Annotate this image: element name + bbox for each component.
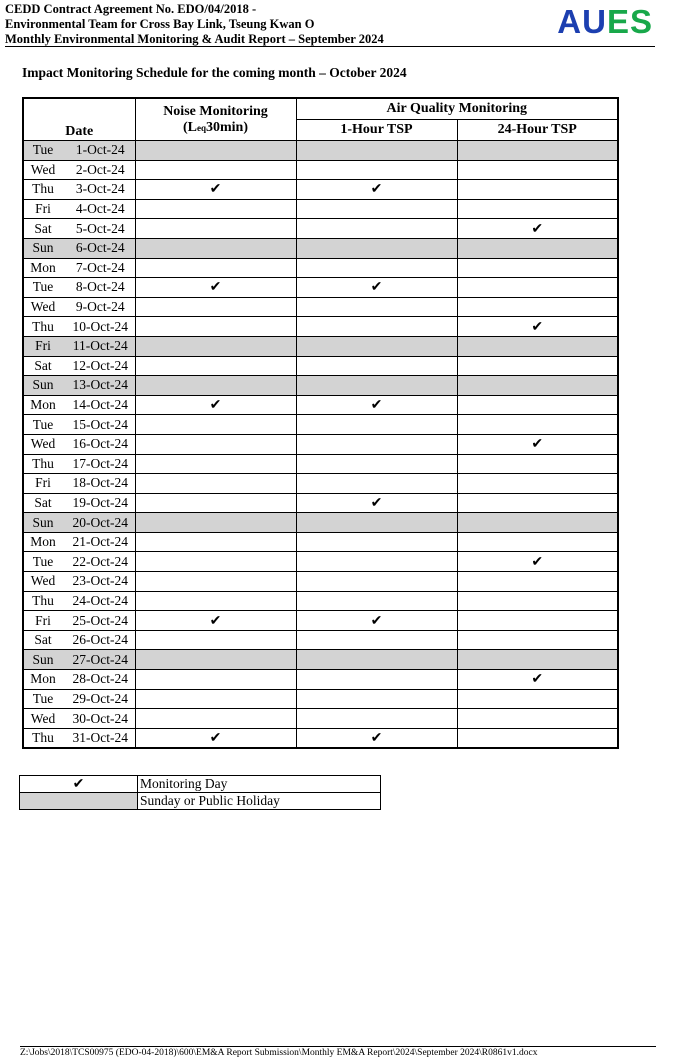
tsp-1hour-cell [296,591,457,611]
noise-cell [135,454,296,474]
tsp-24hour-cell [457,552,618,572]
tsp-1hour-cell [296,650,457,670]
tsp-24hour-cell [457,532,618,552]
noise-cell [135,513,296,533]
date-cell: 3-Oct-24 [62,180,135,200]
check-icon: ✔ [370,495,383,511]
legend-check-symbol [20,776,138,793]
tsp-24hour-cell [457,689,618,709]
tsp-24hour-cell [457,297,618,317]
tsp-24hour-cell [457,650,618,670]
day-cell: Wed [23,434,62,454]
noise-monitoring-header [135,98,296,141]
tsp-24hour-header: 24-Hour TSP [457,120,618,141]
noise-cell [135,395,296,415]
check-icon: ✔ [209,280,222,296]
noise-sub-close: 30min) [206,119,248,135]
noise-cell [135,376,296,396]
check-icon: ✔ [209,398,222,414]
noise-cell [135,199,296,219]
table-row [23,336,618,356]
check-icon: ✔ [531,221,544,237]
tsp-24hour-cell [457,219,618,239]
tsp-1hour-cell [296,278,457,298]
tsp-1hour-cell [296,434,457,454]
legend-holiday: Sunday or Public Holiday [138,793,381,810]
check-icon: ✔ [531,554,544,570]
day-cell: Mon [23,395,62,415]
date-cell: 14-Oct-24 [62,395,135,415]
tsp-24hour-cell [457,572,618,592]
table-row [23,572,618,592]
noise-cell [135,141,296,161]
tsp-1hour-cell [296,709,457,729]
schedule-body [23,141,618,749]
day-cell: Mon [23,670,62,690]
date-cell: 28-Oct-24 [62,670,135,690]
table-row [23,532,618,552]
table-row [23,630,618,650]
tsp-24hour-cell [457,630,618,650]
check-icon: ✔ [209,731,222,747]
check-icon: ✔ [370,731,383,747]
tsp-1hour-header: 1-Hour TSP [296,120,457,141]
day-cell: Wed [23,572,62,592]
date-cell: 1-Oct-24 [62,141,135,161]
tsp-24hour-cell [457,513,618,533]
noise-header-sub [136,120,296,136]
noise-cell [135,317,296,337]
noise-cell [135,238,296,258]
noise-cell [135,356,296,376]
tsp-1hour-cell [296,356,457,376]
day-cell: Sun [23,376,62,396]
noise-cell [135,258,296,278]
tsp-24hour-cell [457,415,618,435]
aues-logo [557,2,653,42]
check-icon: ✔ [531,319,544,335]
footer-file-path: Z:\Jobs\2018\TCS00975 (EDO-04-2018)\600\EM&A Report Submission\Monthly EM&A Report\2024\September 2024\R0861v1.docx [20,1046,656,1058]
table-row [23,297,618,317]
tsp-1hour-cell [296,160,457,180]
date-cell: 15-Oct-24 [62,415,135,435]
noise-cell [135,630,296,650]
noise-sub-open: (L [183,119,197,135]
table-row [23,474,618,494]
noise-cell [135,160,296,180]
noise-cell [135,415,296,435]
check-icon: ✔ [531,672,544,688]
tsp-24hour-cell [457,238,618,258]
noise-cell [135,572,296,592]
table-row [23,670,618,690]
date-cell: 19-Oct-24 [62,493,135,513]
date-cell: 17-Oct-24 [62,454,135,474]
tsp-24hour-cell [457,454,618,474]
tsp-1hour-cell [296,376,457,396]
day-cell: Thu [23,591,62,611]
day-cell: Fri [23,199,62,219]
table-row [23,611,618,631]
legend-table [19,775,381,810]
tsp-1hour-cell [296,689,457,709]
legend-monitoring-day: Monitoring Day [138,776,381,793]
table-row [23,180,618,200]
date-cell: 6-Oct-24 [62,238,135,258]
table-row [23,650,618,670]
day-cell: Tue [23,141,62,161]
logo-part-au: AU [557,3,607,40]
tsp-1hour-cell [296,454,457,474]
day-cell: Sat [23,356,62,376]
table-row [23,395,618,415]
table-row [23,376,618,396]
date-cell: 22-Oct-24 [62,552,135,572]
date-cell: 7-Oct-24 [62,258,135,278]
day-cell: Thu [23,317,62,337]
tsp-24hour-cell [457,278,618,298]
table-row [23,728,618,748]
table-row [23,415,618,435]
day-cell: Fri [23,611,62,631]
date-cell: 29-Oct-24 [62,689,135,709]
check-icon: ✔ [370,398,383,414]
tsp-24hour-cell [457,258,618,278]
date-cell: 13-Oct-24 [62,376,135,396]
date-cell: 27-Oct-24 [62,650,135,670]
check-icon: ✔ [370,280,383,296]
tsp-1hour-cell [296,141,457,161]
day-cell: Thu [23,454,62,474]
date-cell: 2-Oct-24 [62,160,135,180]
date-cell: 23-Oct-24 [62,572,135,592]
check-icon: ✔ [370,182,383,198]
table-row [23,238,618,258]
table-row [23,258,618,278]
noise-cell [135,552,296,572]
tsp-24hour-cell [457,474,618,494]
date-cell: 5-Oct-24 [62,219,135,239]
table-row [23,591,618,611]
day-cell: Tue [23,278,62,298]
date-cell: 10-Oct-24 [62,317,135,337]
day-cell: Wed [23,160,62,180]
tsp-24hour-cell [457,336,618,356]
tsp-1hour-cell [296,513,457,533]
table-row [23,513,618,533]
check-icon: ✔ [209,182,222,198]
tsp-1hour-cell [296,728,457,748]
date-cell: 18-Oct-24 [62,474,135,494]
table-row [23,356,618,376]
day-cell: Sun [23,513,62,533]
day-cell: Sat [23,630,62,650]
day-cell: Tue [23,689,62,709]
tsp-1hour-cell [296,297,457,317]
noise-sub-eq: eq [197,122,206,133]
noise-header-title: Noise Monitoring [163,103,268,119]
tsp-1hour-cell [296,258,457,278]
noise-cell [135,709,296,729]
date-cell: 31-Oct-24 [62,728,135,748]
noise-cell [135,180,296,200]
noise-cell [135,611,296,631]
tsp-1hour-cell [296,474,457,494]
noise-cell [135,670,296,690]
noise-cell [135,278,296,298]
table-row [23,278,618,298]
day-cell: Mon [23,258,62,278]
day-cell: Wed [23,709,62,729]
date-cell: 20-Oct-24 [62,513,135,533]
date-cell: 24-Oct-24 [62,591,135,611]
tsp-1hour-cell [296,336,457,356]
page-header [5,2,655,47]
tsp-24hour-cell [457,611,618,631]
tsp-24hour-cell [457,199,618,219]
day-cell: Fri [23,474,62,494]
tsp-1hour-cell [296,317,457,337]
table-row [23,493,618,513]
date-cell: 8-Oct-24 [62,278,135,298]
table-row [23,689,618,709]
tsp-24hour-cell [457,141,618,161]
day-cell: Mon [23,532,62,552]
noise-cell [135,219,296,239]
date-cell: 9-Oct-24 [62,297,135,317]
tsp-24hour-cell [457,434,618,454]
day-cell: Thu [23,180,62,200]
header-report-line: Monthly Environmental Monitoring & Audit Report – September 2024 [5,32,384,46]
noise-cell [135,474,296,494]
air-quality-header: Air Quality Monitoring [296,98,618,120]
tsp-24hour-cell [457,709,618,729]
check-icon: ✔ [370,613,383,629]
table-row [23,317,618,337]
noise-cell [135,728,296,748]
noise-cell [135,591,296,611]
table-row [23,219,618,239]
day-cell: Sun [23,238,62,258]
tsp-24hour-cell [457,180,618,200]
day-cell: Sat [23,219,62,239]
tsp-24hour-cell [457,728,618,748]
date-cell: 12-Oct-24 [62,356,135,376]
tsp-1hour-cell [296,180,457,200]
date-cell: 16-Oct-24 [62,434,135,454]
tsp-24hour-cell [457,395,618,415]
noise-cell [135,336,296,356]
tsp-24hour-cell [457,317,618,337]
tsp-1hour-cell [296,552,457,572]
noise-cell [135,650,296,670]
schedule-title: Impact Monitoring Schedule for the coming month – October 2024 [22,65,407,80]
check-icon: ✔ [531,437,544,453]
date-cell: 25-Oct-24 [62,611,135,631]
tsp-1hour-cell [296,395,457,415]
day-cell: Wed [23,297,62,317]
tsp-24hour-cell [457,160,618,180]
day-cell: Thu [23,728,62,748]
tsp-24hour-cell [457,376,618,396]
tsp-1hour-cell [296,572,457,592]
header-contract-line: CEDD Contract Agreement No. EDO/04/2018 - [5,2,257,16]
noise-cell [135,297,296,317]
date-header: Date [23,98,135,141]
table-row [23,454,618,474]
date-cell: 30-Oct-24 [62,709,135,729]
table-row [23,160,618,180]
tsp-1hour-cell [296,415,457,435]
tsp-24hour-cell [457,670,618,690]
date-cell: 4-Oct-24 [62,199,135,219]
noise-cell [135,532,296,552]
table-row [23,434,618,454]
date-cell: 21-Oct-24 [62,532,135,552]
noise-cell [135,689,296,709]
tsp-1hour-cell [296,611,457,631]
legend-shade-swatch [20,793,138,810]
monitoring-schedule-table [22,97,619,749]
noise-cell [135,493,296,513]
table-row [23,199,618,219]
date-cell: 26-Oct-24 [62,630,135,650]
date-cell: 11-Oct-24 [62,336,135,356]
day-cell: Sun [23,650,62,670]
check-icon: ✔ [72,777,85,792]
day-cell: Sat [23,493,62,513]
tsp-1hour-cell [296,238,457,258]
tsp-1hour-cell [296,630,457,650]
check-icon: ✔ [209,613,222,629]
tsp-24hour-cell [457,356,618,376]
tsp-24hour-cell [457,591,618,611]
tsp-24hour-cell [457,493,618,513]
logo-part-es: ES [606,3,653,40]
tsp-1hour-cell [296,532,457,552]
table-row [23,141,618,161]
day-cell: Tue [23,415,62,435]
noise-cell [135,434,296,454]
table-row [23,709,618,729]
header-team-line: Environmental Team for Cross Bay Link, Tseung Kwan O [5,17,315,31]
table-row [23,552,618,572]
tsp-1hour-cell [296,670,457,690]
tsp-1hour-cell [296,199,457,219]
day-cell: Fri [23,336,62,356]
day-cell: Tue [23,552,62,572]
tsp-1hour-cell [296,219,457,239]
tsp-1hour-cell [296,493,457,513]
